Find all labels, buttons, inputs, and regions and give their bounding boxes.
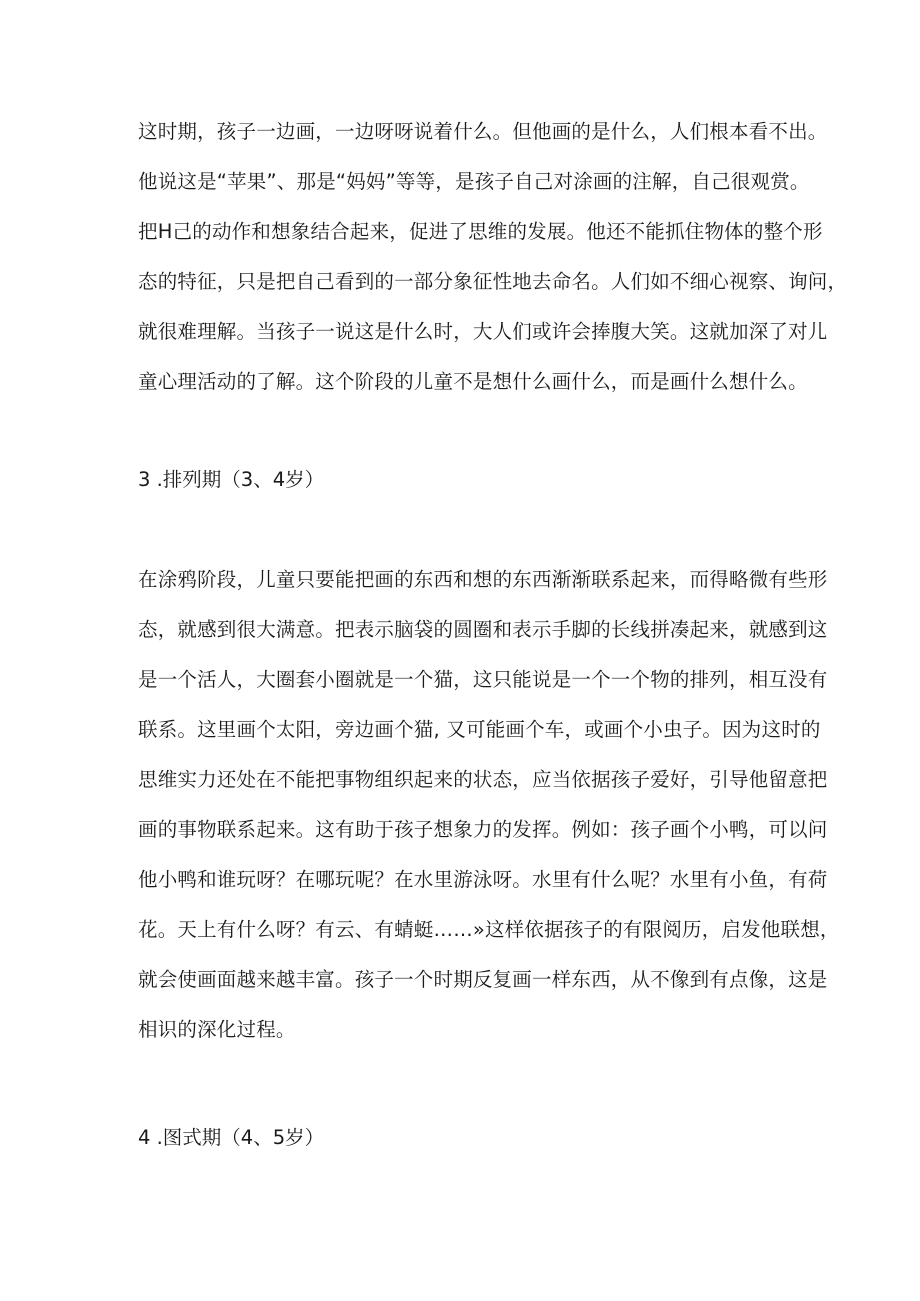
paragraph-scribble-period xyxy=(138,107,848,407)
paragraph-line: 联系。这里画个太阳，旁边画个猫, 又可能画个车，或画个小虫子。因为这时的 xyxy=(138,718,821,741)
paragraph-arrangement-period xyxy=(138,555,840,1055)
paragraph-line: 就会使画面越来越丰富。孩子一个时期反复画一样东西，从不像到有点像，这是 xyxy=(138,968,828,991)
paragraph-line: 童心理活动的了解。这个阶段的儿童不是想什么画什么，而是画什么想什么。 xyxy=(138,370,808,393)
section-heading-schema-period: 4 .图式期（4、5岁） xyxy=(138,1126,325,1149)
paragraph-line: 就很难理解。当孩子一说这是什么时，大人们或许会捧腹大笑。这就加深了对儿 xyxy=(138,320,828,343)
paragraph-line: 在涂鸦阶段，儿童只要能把画的东西和想的东西渐渐联系起来，而得略微有些形 xyxy=(138,568,828,591)
paragraph-line: 态，就感到很大满意。把表示脑袋的圆圈和表示手脚的长线拼凑起来，就感到这 xyxy=(138,618,828,641)
paragraph-line: 是一个活人，大圈套小圈就是一个猫，这只能说是一个一个物的排列，相互没有 xyxy=(138,668,828,691)
paragraph-line: 思维实力还处在不能把事物组织起来的状态，应当依据孩子爱好，引导他留意把 xyxy=(138,768,828,791)
paragraph-line: 花。天上有什么呀？有云、有蜻蜓……»这样依据孩子的有限阅历，启发他联想， xyxy=(138,918,840,941)
paragraph-line: 把H己的动作和想象结合起来，促进了思维的发展。他还不能抓住物体的整个形 xyxy=(138,220,823,243)
paragraph-line: 画的事物联系起来。这有助于孩子想象力的发挥。例如：孩子画个小鸭，可以问 xyxy=(138,818,828,841)
section-heading-arrangement-period: 3 .排列期（3、4岁） xyxy=(138,468,325,491)
paragraph-line: 相识的深化过程。 xyxy=(138,1018,296,1041)
paragraph-line: 他说这是“苹果”、那是“妈妈”等等，是孩子自己对涂画的注解，自己很观赏。 xyxy=(138,170,810,193)
paragraph-line: 这时期，孩子一边画，一边呀呀说着什么。但他画的是什么，人们根本看不出。 xyxy=(138,120,828,143)
paragraph-line: 态的特征，只是把自己看到的一部分象征性地去命名。人们如不细心视察、询问， xyxy=(138,270,848,293)
paragraph-line: 他小鸭和谁玩呀？在哪玩呢？在水里游泳呀。水里有什么呢？水里有小鱼，有荷 xyxy=(138,868,828,891)
